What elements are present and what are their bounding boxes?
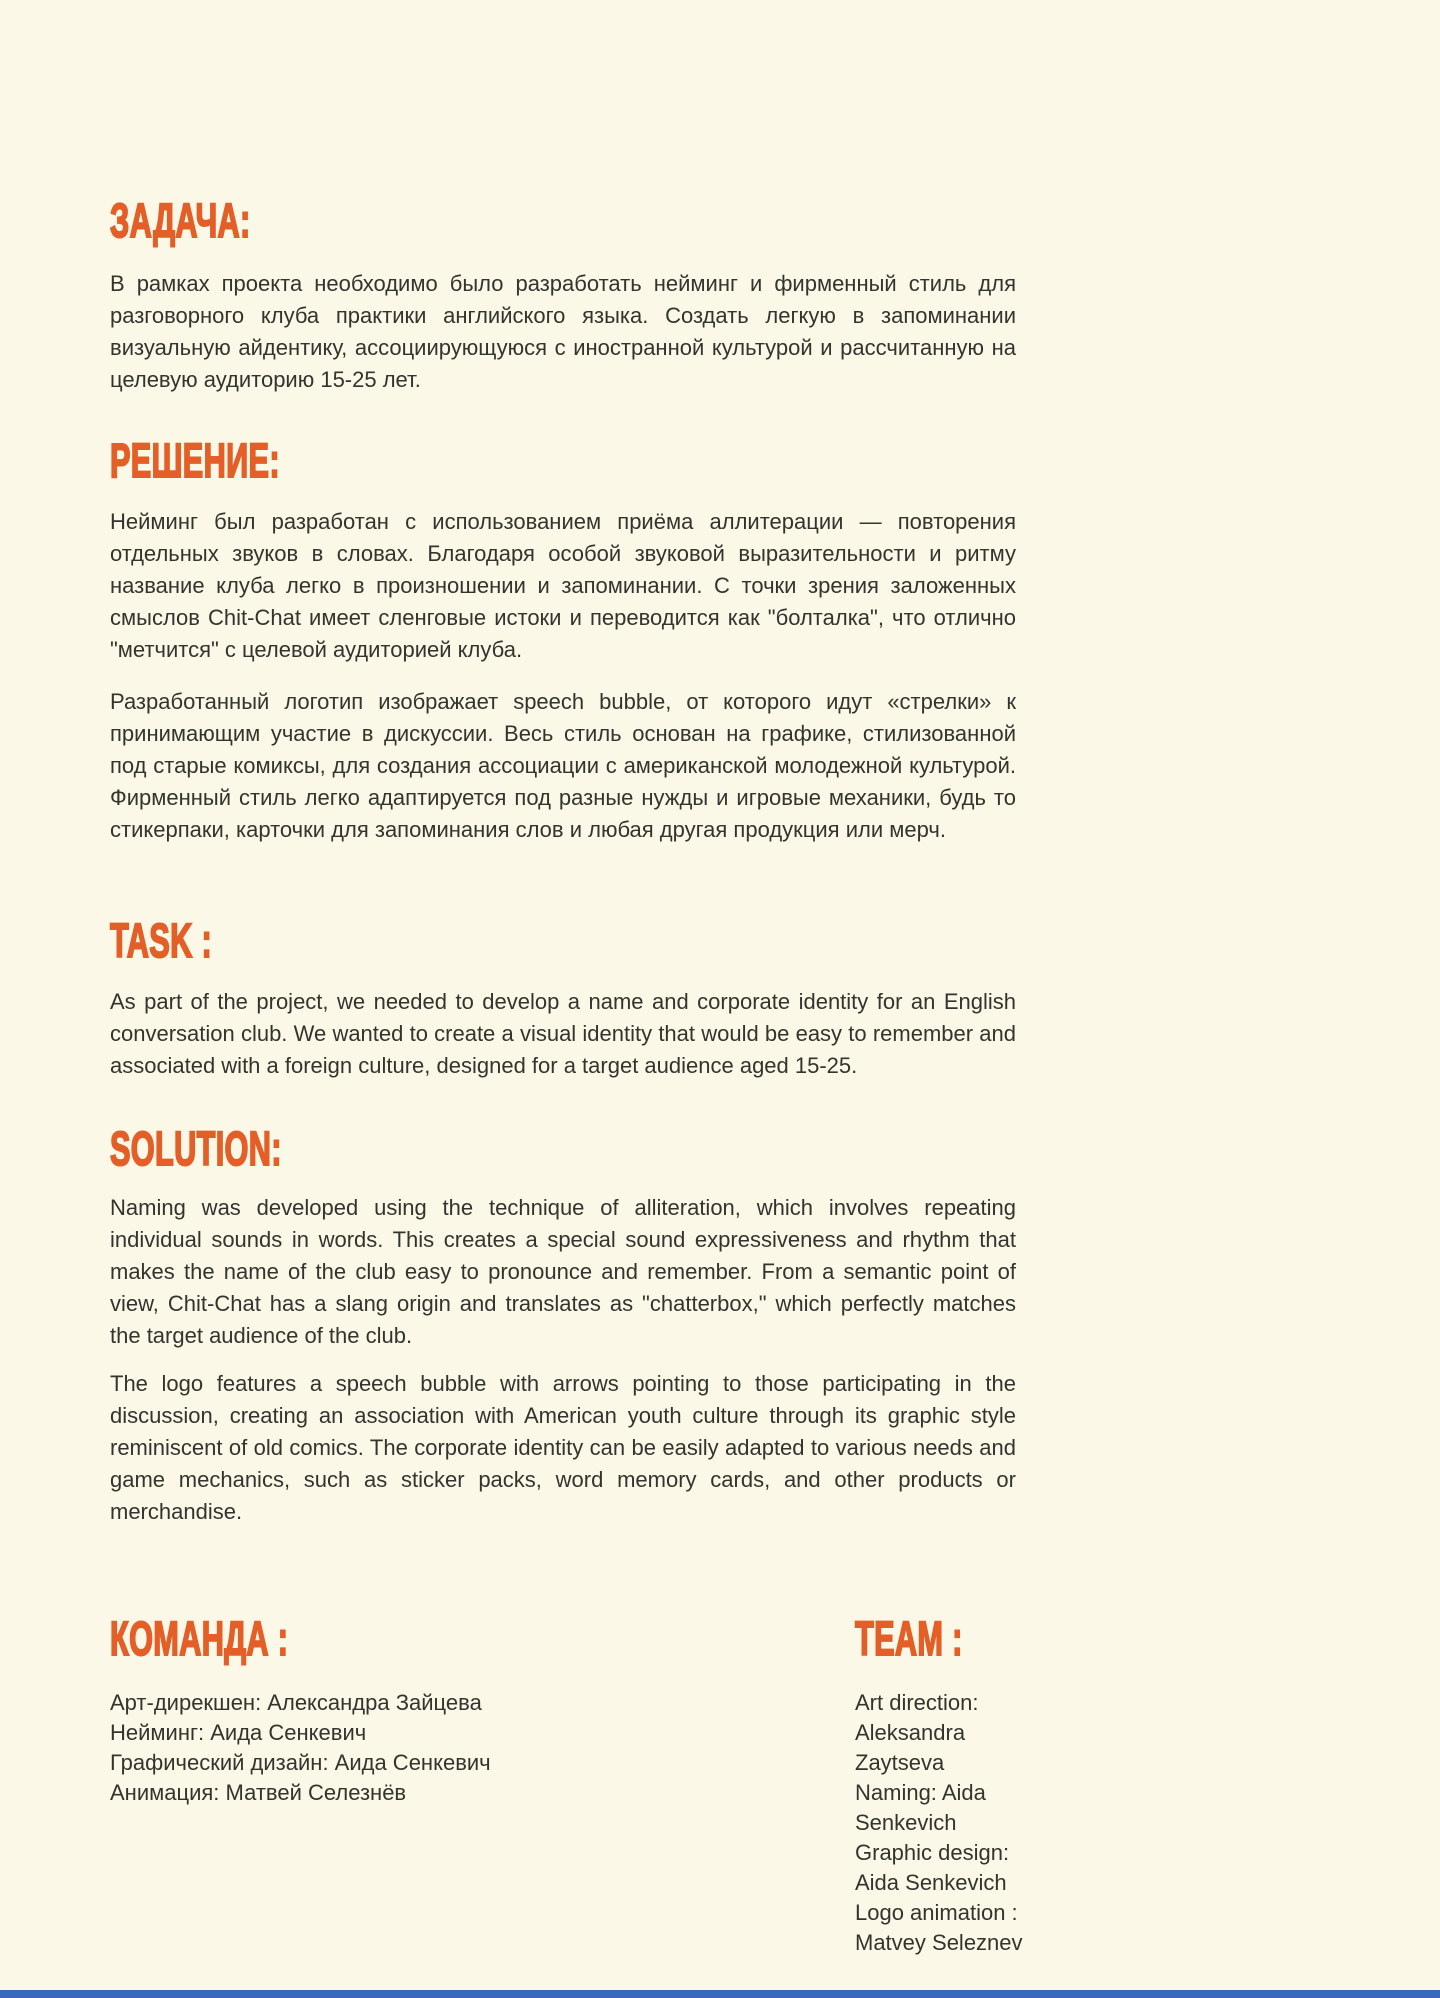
team-en-member: Art direction: Aleksandra Zaytseva (855, 1690, 979, 1775)
section-solution-ru (110, 435, 1016, 846)
solution-ru-heading (110, 435, 1016, 488)
solution-en-paragraph-2: The logo features a speech bubble with arrows pointing to those participating in the discussion, creating an association with American youth culture through its graphic style reminiscent of old comics. The corporate identity can be easily adapted to various needs and game mechanics, such as sticker packs, word memory cards, and other products or merchandise. (110, 1371, 1016, 1524)
team-ru-member: Нейминг: Аида Сенкевич (110, 1720, 367, 1745)
task-en-paragraph: As part of the project, we needed to develop a name and corporate identity for an English conversation club. We wanted to create a visual identity that would be easy to remember and associated with a foreign culture, designed for a target audience aged 15-25. (110, 989, 1016, 1078)
section-team (110, 1613, 1023, 1958)
solution-ru-heading-text: РЕШЕНИЕ: (110, 435, 280, 488)
solution-en-paragraph-1: Naming was developed using the technique of alliteration, which involves repeating individual sounds in words. This creates a special sound expressiveness and rhythm that makes the name of the club easy to pronounce and remember. From a semantic point of view, Chit-Chat has a slang origin and translates as "chatterbox," which perfectly matches the target audience of the club. (110, 1195, 1016, 1348)
team-en-list (855, 1688, 1023, 1958)
team-en-heading (855, 1613, 1023, 1666)
team-ru-member: Анимация: Матвей Селезнёв (110, 1780, 407, 1805)
team-en-member: Naming: Aida Senkevich (855, 1780, 986, 1835)
team-en-member: Graphic design: Aida Senkevich (855, 1840, 1010, 1895)
footer-accent-bar (0, 1990, 1440, 1998)
team-ru-list (110, 1688, 855, 1808)
task-en-heading (110, 915, 1016, 968)
task-ru-heading (110, 195, 1016, 248)
task-ru-paragraph: В рамках проекта необходимо было разработать нейминг и фирменный стиль для разговорного клуба практики английского языка. Создать легкую в запоминании визуальную айдентику, ассоциирующуюся с иностранной культурой и рассчитанную на целевую аудиторию 15-25 лет. (110, 271, 1016, 392)
team-column-ru (110, 1613, 855, 1958)
solution-en-heading (110, 1123, 1016, 1176)
section-task-ru (110, 195, 1016, 396)
team-ru-heading-text: КОМАНДА : (110, 1613, 289, 1666)
solution-ru-paragraph-1: Нейминг был разработан с использованием приёма аллитерации — повторения отдельных звуков в словах. Благодаря особой звуковой выразительности и ритму название клуба легко в произношении и запоминании. С точки зрения заложенных смыслов Chit-Chat имеет сленговые истоки и переводится как "болталка", что отлично "метчится" с целевой аудиторией клуба. (110, 509, 1016, 662)
team-ru-member: Арт-дирекшен: Александра Зайцева (110, 1690, 482, 1715)
team-en-member: Logo animation : Matvey Seleznev (855, 1900, 1023, 1955)
section-task-en (110, 915, 1016, 1082)
section-solution-en (110, 1123, 1016, 1528)
team-ru-member: Графический дизайн: Аида Сенкевич (110, 1750, 491, 1775)
team-en-heading-text: TEAM : (855, 1613, 963, 1666)
task-en-heading-text: TASK : (110, 915, 213, 968)
team-ru-heading (110, 1613, 855, 1666)
task-ru-heading-text: ЗАДАЧА: (110, 195, 251, 248)
team-column-en (855, 1613, 1023, 1958)
solution-ru-paragraph-2: Разработанный логотип изображает speech bubble, от которого идут «стрелки» к принимающим участие в дискуссии. Весь стиль основан на графике, стилизованной под старые комиксы, для создания ассоциации с американской молодежной культурой. Фирменный стиль легко адаптируется под разные нужды и игровые механики, будь то стикерпаки, карточки для запоминания слов и любая другая продукция или мерч. (110, 689, 1016, 842)
solution-en-heading-text: SOLUTION: (110, 1123, 282, 1176)
main-content-column (110, 0, 1023, 1958)
